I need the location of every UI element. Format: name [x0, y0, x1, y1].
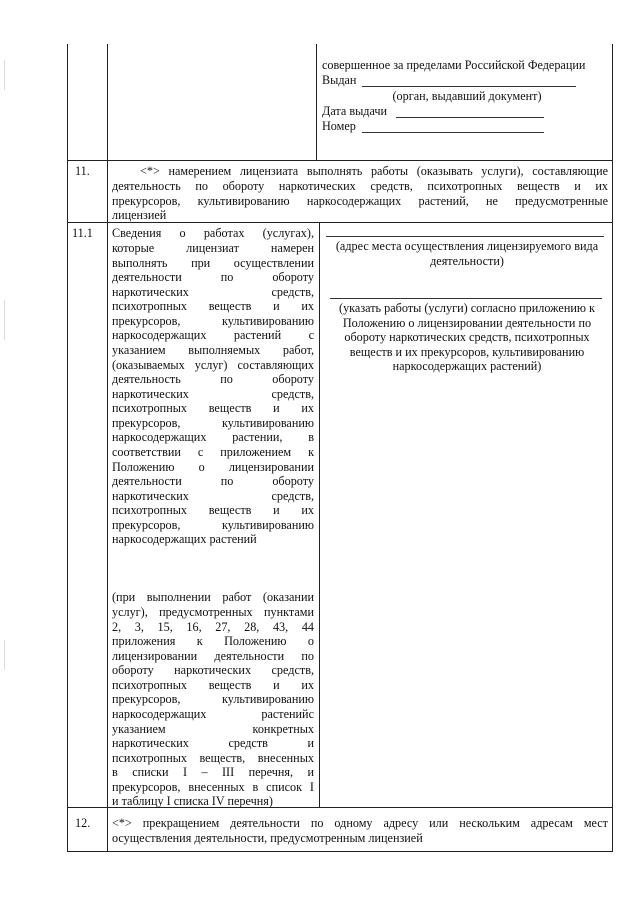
table-row-border [67, 851, 613, 852]
issuing-authority-caption: (орган, выдавший документ) [392, 89, 542, 103]
row11-1-text-line: деятельность по обороту [112, 372, 314, 386]
scan-mark [4, 640, 5, 670]
scan-mark [4, 300, 5, 340]
row12-line: <*> прекращением деятельности по одному адресу или нескольким адресам мест [112, 816, 608, 830]
row11-1-text-line: психотропных веществ и их [112, 401, 314, 415]
row11-1-note-line: прекурсоров, внесенных в список I [112, 780, 314, 794]
number-field[interactable] [362, 132, 544, 133]
row11-1-note-line: наркотических средств и [112, 736, 314, 750]
row11-1-note-line: лицензировании деятельности по [112, 649, 314, 663]
row11-1-text-line: наркосодержащих растений с [112, 328, 314, 342]
row11-1-text-line: прекурсоров, культивированию [112, 416, 314, 430]
table-border-left [67, 44, 68, 852]
row11-1-text-line: наркосодержащих растений [112, 532, 257, 546]
row11-1-text-line: Положению о лицензировании [112, 460, 314, 474]
issue-date-field[interactable] [396, 117, 544, 118]
row11-number: 11. [75, 164, 90, 178]
row11-1-note-line: наркосодержащих растенийс [112, 707, 314, 721]
row11-1-text-line: Сведения о работах (услугах), [112, 226, 314, 240]
activity-address-caption: деятельности) [430, 254, 504, 268]
works-services-caption: обороту наркотических средств, психотропных [344, 330, 590, 344]
works-services-caption: (указать работы (услуги) согласно приложению к [339, 301, 595, 315]
row11-1-text-line: которые лицензиат намерен [112, 241, 314, 255]
scan-mark [4, 60, 5, 90]
table-row-border [67, 160, 613, 161]
activity-address-caption: (адрес места осуществления лицензируемого вида [335, 239, 599, 253]
activity-address-field[interactable] [326, 236, 604, 237]
row11-1-text-line: наркотических средств, [112, 489, 314, 503]
row11-1-text-line: прекурсоров, культивированию [112, 314, 314, 328]
issued-by-field[interactable] [362, 86, 576, 87]
row11-1-text-line: наркотических средств, [112, 387, 314, 401]
row11-1-note-line: и таблицу I списка IV перечня) [112, 794, 273, 808]
row11-1-note-line: (при выполнении работ (оказании [112, 590, 314, 604]
table-col-divider-2-row10 [316, 44, 317, 160]
works-services-field[interactable] [330, 298, 602, 299]
row11-1-text-line: (оказываемых услуг) составляющих [112, 358, 314, 372]
table-col-divider-2-row11-1 [319, 222, 320, 807]
issued-by-label: Выдан [322, 73, 357, 87]
table-col-divider-1 [107, 44, 108, 852]
works-services-caption: Положению о лицензировании деятельности по [342, 316, 592, 330]
issue-date-label: Дата выдачи [322, 104, 388, 118]
row11-1-note-line: приложения к Положению о [112, 634, 314, 648]
row11-1-note-line: услуг), предусмотренных пунктами [112, 605, 314, 619]
table-border-right [612, 44, 613, 852]
row11-1-text-line: психотропных веществ и их [112, 299, 314, 313]
row11-1-text-line: деятельности по обороту [112, 474, 314, 488]
number-label: Номер [322, 119, 356, 133]
row11-1-text-line: соответствии с приложением к [112, 445, 314, 459]
row11-1-text-line: выполнять при осуществлении [112, 256, 314, 270]
row11-1-note-line: указанием конкретных [112, 722, 314, 736]
row11-1-note-line: обороту наркотических средств, [112, 663, 314, 677]
foreign-document-note: совершенное за пределами Российской Федерации [322, 58, 586, 72]
row11-1-note-line: прекурсоров, культивированию [112, 692, 314, 706]
row11-1-text-line: указанием выполняемых работ, [112, 343, 314, 357]
row12-number: 12. [75, 816, 91, 830]
row11-line: <*> намерением лицензиата выполнять работы (оказывать услуги), составляющие [140, 164, 608, 178]
row11-1-note-line: психотропных веществ, внесенных [112, 751, 314, 765]
works-services-caption: веществ и их прекурсоров, культивированию [349, 345, 585, 359]
row11-1-text-line: деятельности по обороту [112, 270, 314, 284]
row11-1-text-line: психотропных веществ и их [112, 503, 314, 517]
row11-1-text-line: наркотических средств, [112, 285, 314, 299]
row11-1-text-line: прекурсоров, культивированию [112, 518, 314, 532]
row11-1-text-line: наркосодержащих растении, в [112, 430, 314, 444]
row11-line: деятельность по обороту наркотических средств, психотропных веществ и их [112, 179, 608, 193]
row11-1-note-line: психотропных веществ и их [112, 678, 314, 692]
row11-line: лицензией [112, 208, 167, 222]
row11-line: прекурсоров, культивированию наркосодержащих растений, не предусмотренные [112, 194, 608, 208]
row11-1-number: 11.1 [72, 226, 93, 240]
works-services-caption: наркосодержащих растений) [392, 359, 542, 373]
row12-line: осуществления деятельности, предусмотренным лицензией [112, 831, 423, 845]
row11-1-note-line: в списки I – III перечня, и [112, 765, 314, 779]
row11-1-note-line: 2, 3, 15, 16, 27, 28, 43, 44 [112, 620, 314, 634]
